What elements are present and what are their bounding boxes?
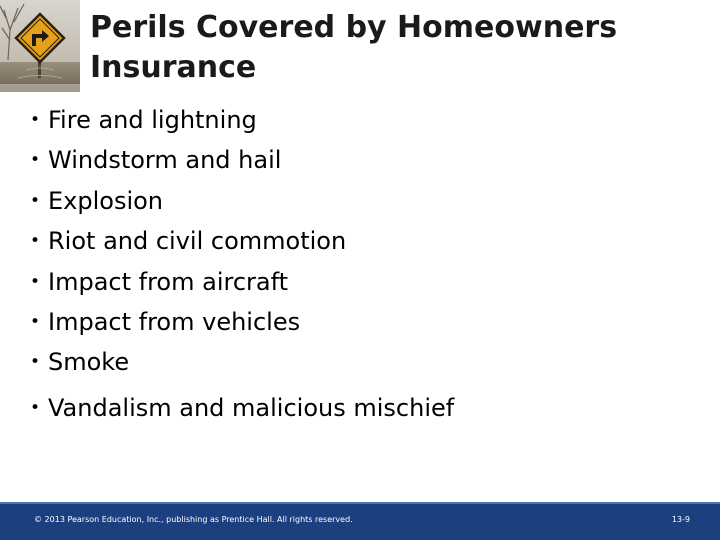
- bullet-icon: •: [30, 311, 41, 332]
- bullet-item: [30, 262, 454, 302]
- bullet-text: Windstorm and hail: [48, 146, 282, 175]
- bullet-icon: •: [30, 190, 41, 211]
- bullet-item: [30, 181, 454, 221]
- copyright-notice: © 2013 Pearson Education, Inc., publishing as Prentice Hall. All rights reserved.: [34, 515, 353, 524]
- bullet-item: [30, 342, 454, 382]
- bullet-text: Riot and civil commotion: [48, 227, 347, 256]
- bullet-text: Vandalism and malicious mischief: [48, 393, 455, 422]
- bullet-item: [30, 140, 454, 180]
- bullet-item: [30, 388, 454, 428]
- bullet-text: Impact from vehicles: [48, 307, 301, 336]
- flooded-road-sign-image: [0, 0, 80, 92]
- bullet-list: [30, 100, 454, 428]
- footer-bar: [0, 502, 720, 540]
- bullet-icon: •: [30, 150, 41, 171]
- bullet-icon: •: [30, 352, 41, 373]
- bullet-item: [30, 100, 454, 140]
- bullet-icon: •: [30, 271, 41, 292]
- bullet-icon: •: [30, 397, 41, 418]
- page-number: 13-9: [671, 515, 690, 524]
- bullet-text: Explosion: [48, 186, 164, 215]
- bullet-icon: •: [30, 110, 41, 130]
- bullet-item: [30, 221, 454, 261]
- bullet-item: [30, 302, 454, 342]
- bullet-icon: •: [30, 231, 41, 252]
- slide-title: Perils Covered by Homeowners Insurance: [90, 10, 618, 85]
- bullet-text: Smoke: [48, 348, 130, 377]
- bullet-text: Impact from aircraft: [48, 267, 289, 296]
- bullet-text: Fire and lightning: [48, 106, 257, 134]
